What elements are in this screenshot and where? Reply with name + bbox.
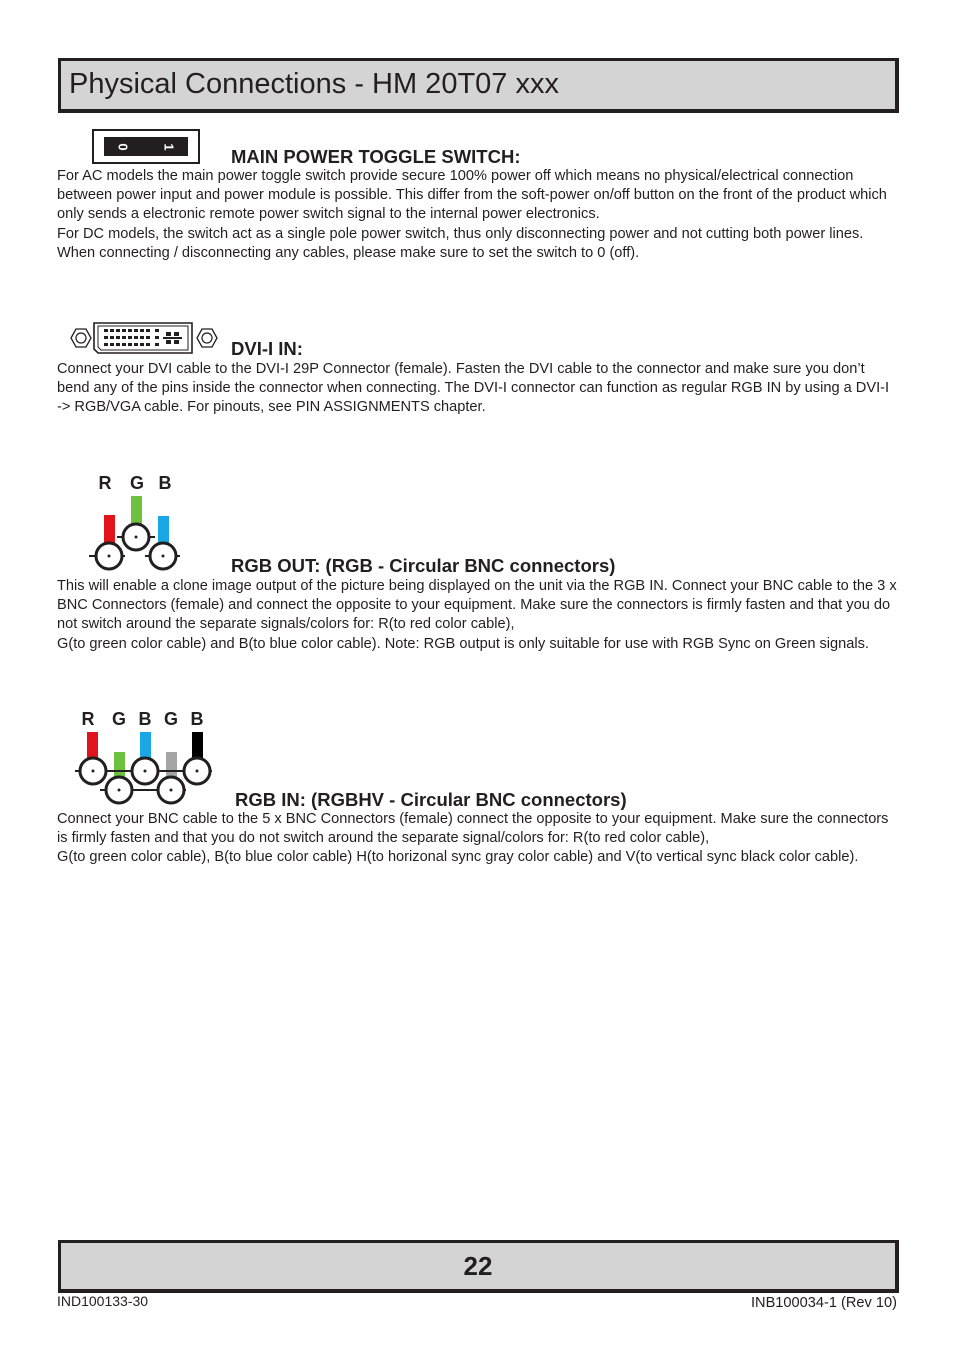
red-cable-mark [104,515,115,543]
rgb-out-bnc-connectors-icon [88,470,184,574]
power-toggle-switch-icon [92,129,200,164]
dvi-heading: DVI-I IN: [231,338,303,359]
rgb-in-label-b2: B [190,709,204,729]
page-number: 22 [463,1251,493,1281]
switch-off-label: 0 [115,143,131,151]
dvi-description [57,360,897,418]
rgb-in-label-g2: G [163,709,179,729]
rgb-out-label-b: B [158,473,172,493]
paragraph: Connect your DVI cable to the DVI-I 29P Connector (female). Fasten the DVI cable to the connector and make sure you don’t bend any of the pins inside the connector when connecting. The DVI-I connector can function as regular RGB IN by using a DVI-I -> RGB/VGA cable. For pinouts, see PIN ASSIGNMENTS chapter. [57,361,890,416]
page-number-bar [58,1240,899,1293]
switch-on-label: 1 [161,143,177,151]
page-title-bar [58,58,899,113]
rgb-out-description [57,577,897,654]
rgb-out-label-r: R [98,473,112,493]
paragraph: G(to green color cable), B(to blue color cable) H(to horizonal sync gray color cable) and V(to vertical sync black color cable). [57,849,859,866]
dvi-connector-icon [68,320,220,356]
rgb-out-heading: RGB OUT: (RGB - Circular BNC connectors) [231,555,616,576]
paragraph: For DC models, the switch act as a single pole power switch, thus only disconnecting power and not cutting both power lines. When connecting / disconnecting any cables, please make sure to set the switch to 0 (off). [57,225,864,261]
page-title: Physical Connections - HM 20T07 xxx [69,68,559,100]
rgb-out-label-g: G [129,473,145,493]
paragraph: For AC models the main power toggle switch provide secure 100% power off which means no physical/electrical connection between power input and power module is possible. This differ from the soft-power on/off button on the front of the product which only sends a electronic remote power switch signal to the internal power electronics. [57,168,887,223]
rgb-in-description [57,810,897,868]
rgb-in-label-r: R [81,709,95,729]
paragraph: Connect your BNC cable to the 5 x BNC Connectors (female) connect the opposite to your equipment. Make sure the connectors is firmly fasten and that you do not switch around the separate signal/colors for: R(to red color cable), [57,811,889,847]
blue-cable-mark [158,516,169,544]
paragraph: This will enable a clone image output of the picture being displayed on the unit via the RGB IN. Connect your BNC cable to the 3 x BNC Connectors (female) and connect the opposite to your equipment. Make sure the connectors is firmly fasten and that you do not switch around the separate signals/colors for: R(to red color cable), [57,578,897,633]
rgb-in-label-g: G [111,709,127,729]
footer-revision-code: INB100034-1 (Rev 10) [750,1295,897,1311]
power-switch-description [57,167,897,263]
footer-document-code: IND100133-30 [57,1293,149,1309]
power-switch-heading: MAIN POWER TOGGLE SWITCH: [231,146,521,167]
rgb-in-bnc-connectors-icon [70,706,220,810]
rgb-in-label-b: B [138,709,152,729]
rgb-in-heading: RGB IN: (RGBHV - Circular BNC connectors) [235,789,627,810]
paragraph: G(to green color cable) and B(to blue color cable). Note: RGB output is only suitable for use with RGB Sync on Green signals. [57,635,869,652]
